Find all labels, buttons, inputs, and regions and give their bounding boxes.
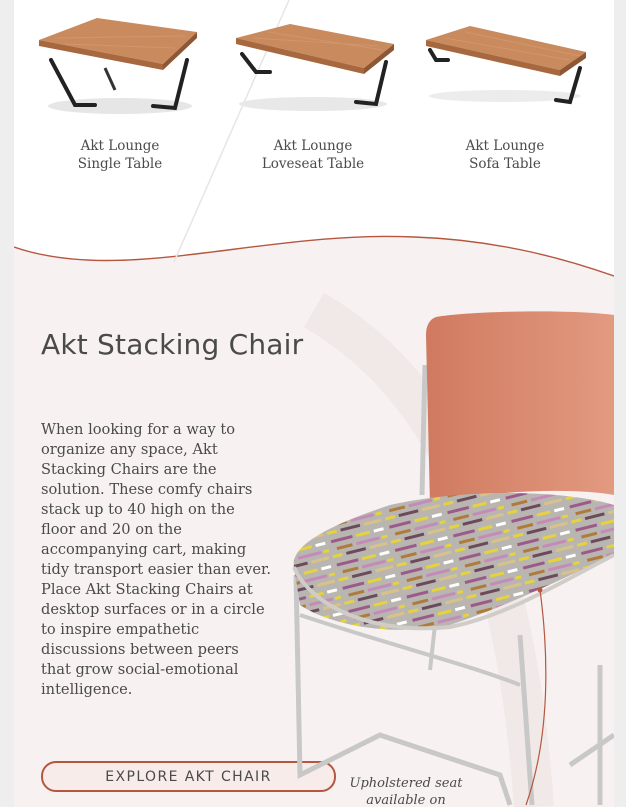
product-line2: Single Table xyxy=(77,156,163,172)
product-loveseat-table[interactable] xyxy=(228,0,398,180)
product-name xyxy=(35,137,205,173)
product-sofa-table[interactable] xyxy=(420,0,590,180)
product-line2: Loveseat Table xyxy=(261,156,365,172)
page xyxy=(14,0,614,807)
caption-line1: Upholstered seat xyxy=(349,776,463,791)
back-post xyxy=(422,365,425,495)
caption-line2: available on xyxy=(366,793,446,807)
sofa-table-image xyxy=(420,10,590,120)
akt-stacking-chair-image xyxy=(270,305,614,807)
chair-backrest xyxy=(426,311,614,505)
product-name xyxy=(420,137,590,173)
upholstered-seat xyxy=(294,493,614,630)
explore-akt-chair-button[interactable]: EXPLORE AKT CHAIR xyxy=(41,761,336,792)
seat-caption xyxy=(336,775,476,807)
section-title: Akt Stacking Chair xyxy=(41,328,304,361)
product-name xyxy=(228,137,398,173)
product-line2: Sofa Table xyxy=(469,156,541,172)
product-line1: Akt Lounge xyxy=(465,138,545,154)
rear-leg xyxy=(520,635,532,805)
product-line1: Akt Lounge xyxy=(80,138,160,154)
product-line1: Akt Lounge xyxy=(273,138,353,154)
single-table-image xyxy=(35,10,205,120)
callout-dot xyxy=(538,588,543,593)
product-single-table[interactable] xyxy=(35,0,205,180)
loveseat-table-image xyxy=(228,10,398,120)
section-description: When looking for a way to organize any space, Akt Stacking Chairs are the solution. These comfy chairs stack up to 40 high on the floor and 20 on the accompanying cart, making tidy transport easier than ever. Place Akt Stacking Chairs at desktop surfaces or in a circle to inspire empathetic discussions between peers that grow social-emotional intelligence. xyxy=(41,421,272,698)
